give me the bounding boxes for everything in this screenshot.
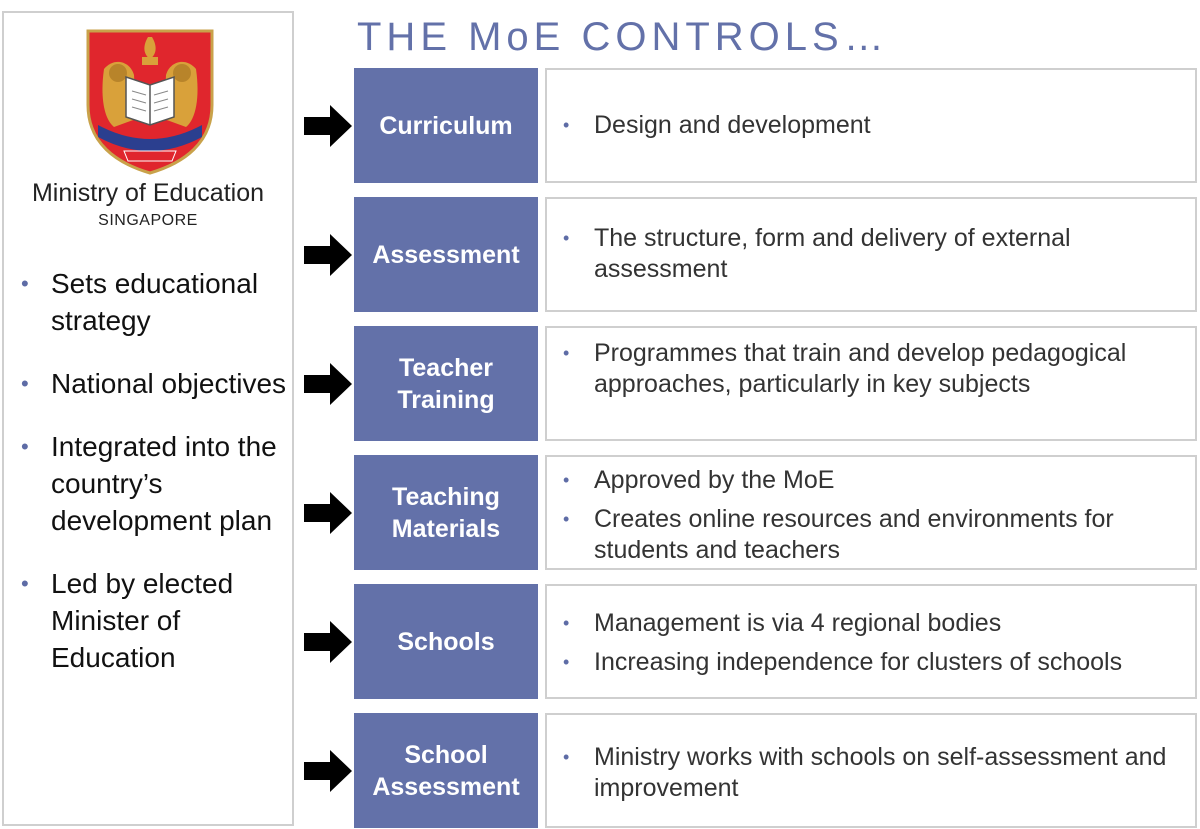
list-item: • Approved by the MoE (563, 466, 835, 494)
control-label: Assessment (354, 197, 538, 312)
right-arrow-icon (304, 105, 352, 147)
control-description (545, 197, 1197, 312)
control-row-teaching-materials (0, 455, 1200, 570)
page-title: THE MoE CONTROLS… (357, 15, 889, 59)
control-row-school-assessment (0, 713, 1200, 828)
bullet-icon: • (21, 271, 29, 296)
control-label: Teacher Training (354, 326, 538, 441)
control-label: Curriculum (354, 68, 538, 183)
list-item: • The structure, form and delivery of external assessment (563, 224, 1071, 283)
organization-name: Ministry of Education (31, 179, 265, 207)
bullet-icon: • (563, 470, 570, 490)
bullet-icon: • (563, 613, 570, 633)
control-row-assessment (0, 197, 1200, 312)
list-item: • Management is via 4 regional bodies (563, 609, 1002, 637)
bullet-icon: • (563, 509, 570, 529)
control-label: Teaching Materials (354, 455, 538, 570)
control-label: Schools (354, 584, 538, 699)
list-item: • Programmes that train and develop pedagogical approaches, particularly in key subjects (563, 339, 1127, 398)
list-item: • Design and development (563, 111, 871, 139)
bullet-icon: • (21, 571, 29, 596)
bullet-icon: • (21, 371, 29, 396)
bullet-icon: • (563, 343, 570, 363)
list-item: • Creates online resources and environments for students and teachers (563, 505, 1114, 564)
bullet-icon: • (563, 228, 570, 248)
control-description (545, 326, 1197, 441)
bullet-icon: • (563, 652, 570, 672)
right-arrow-icon (304, 621, 352, 663)
control-description (545, 68, 1197, 183)
list-item: • Sets educational strategy (20, 265, 290, 339)
list-item: • Led by elected Minister of Education (20, 565, 290, 676)
list-item: • National objectives (20, 365, 290, 402)
control-row-schools (0, 584, 1200, 699)
right-arrow-icon (304, 363, 352, 405)
right-arrow-icon (304, 234, 352, 276)
control-description (545, 713, 1197, 828)
list-item: • Integrated into the country’s development plan (20, 428, 290, 539)
control-label: School Assessment (354, 713, 538, 828)
control-description (545, 584, 1197, 699)
list-item: • Ministry works with schools on self-assessment and improvement (563, 743, 1167, 802)
right-arrow-icon (304, 492, 352, 534)
right-arrow-icon (304, 750, 352, 792)
bullet-icon: • (563, 115, 570, 135)
organization-country: SINGAPORE (98, 212, 198, 229)
control-description (545, 455, 1197, 570)
bullet-icon: • (21, 434, 29, 459)
bullet-icon: • (563, 747, 570, 767)
control-row-curriculum (0, 68, 1200, 183)
list-item: • Increasing independence for clusters of schools (563, 648, 1123, 676)
control-row-teacher-training (0, 326, 1200, 441)
